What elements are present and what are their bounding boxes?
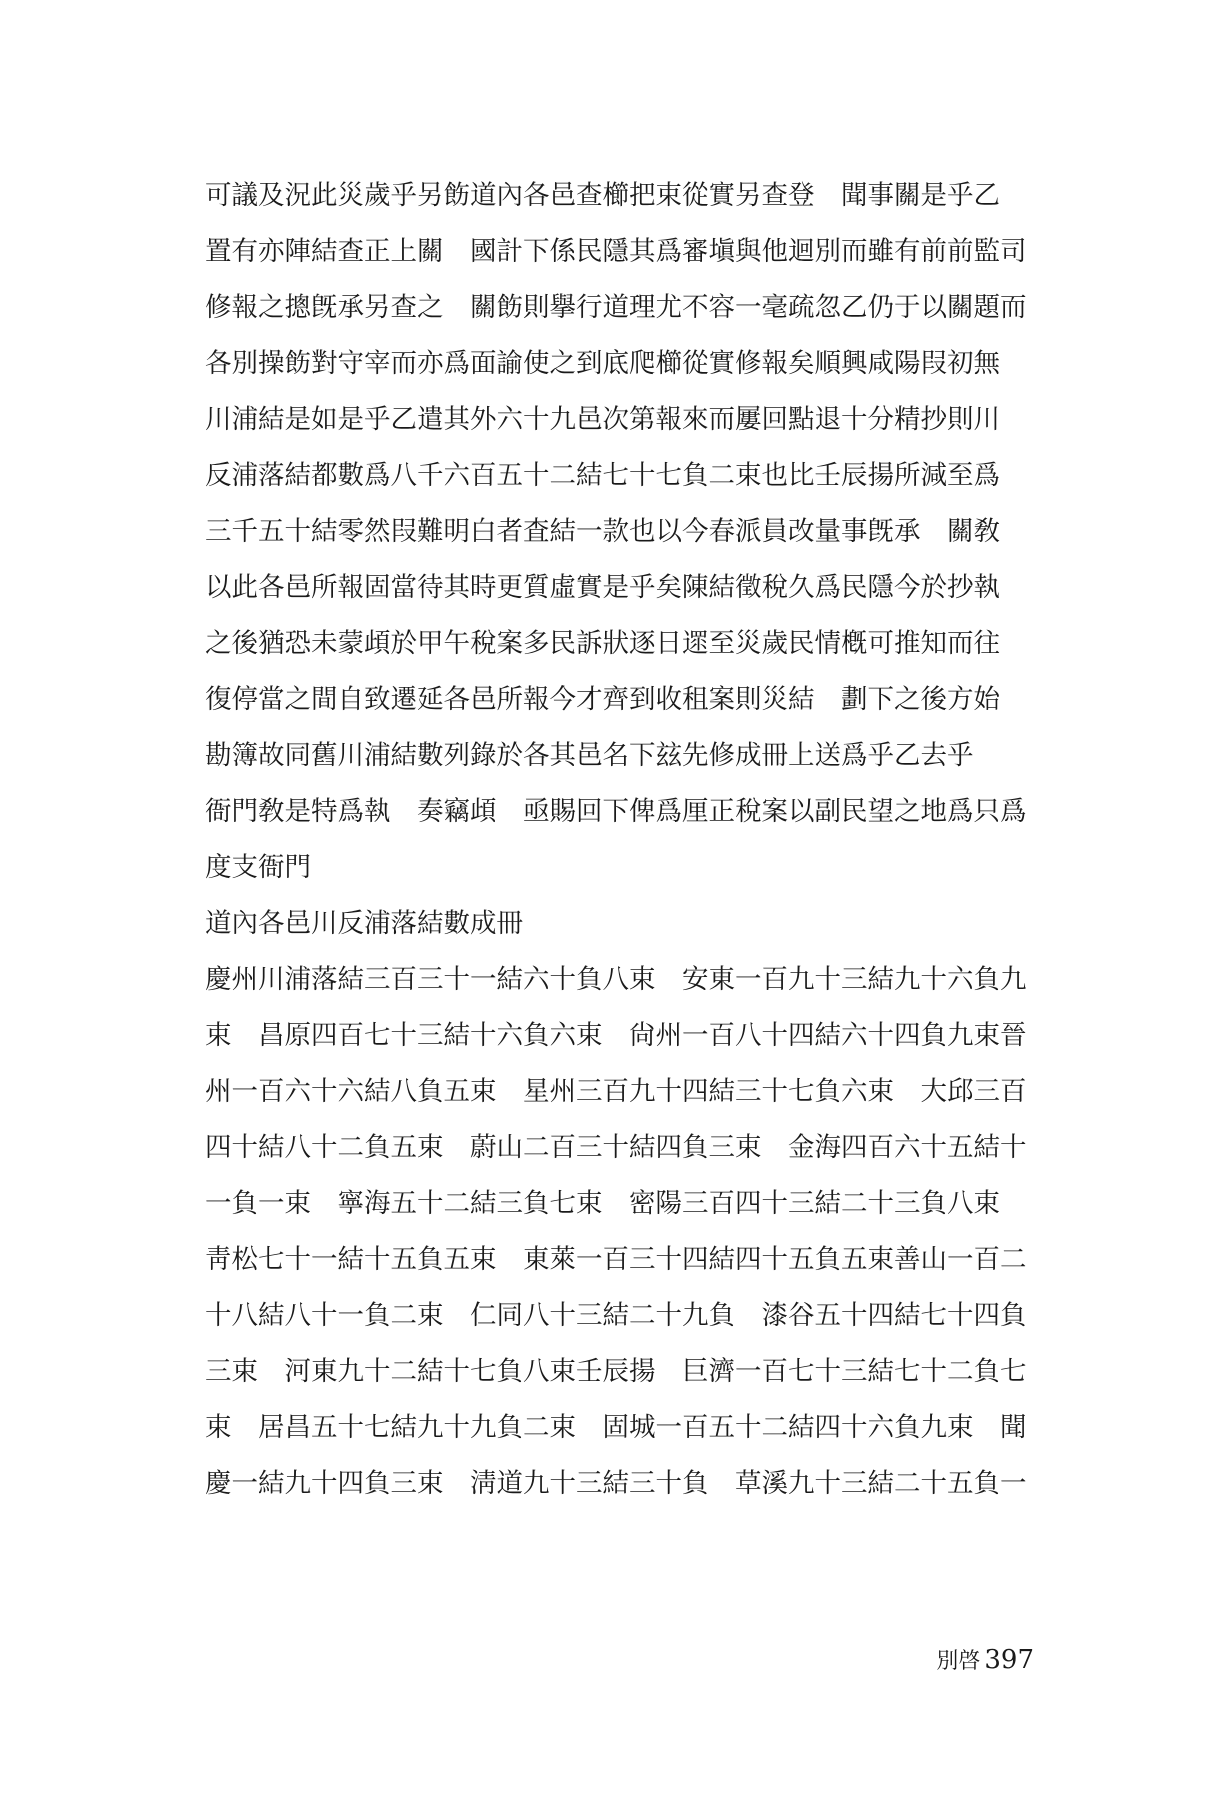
text-line: 束 居昌五十七結九十九負二束 固城一百五十二結四十六負九束 聞 [205, 1412, 1027, 1443]
document-body [205, 168, 1035, 1512]
text-line: 勘簿故同舊川浦結數列錄於各其邑名下玆先修成冊上送爲乎乙去乎 [205, 740, 974, 771]
text-line: 靑松七十一結十五負五束 東萊一百三十四結四十五負五束善山一百二 [205, 1244, 1027, 1275]
text-line: 修報之摠旣承另查之 關飭則擧行道理尤不容一毫疏忽乙仍于以關題而 [205, 292, 1027, 323]
text-line: 三束 河東九十二結十七負八束壬辰揚 巨濟一百七十三結七十二負七 [205, 1356, 1027, 1387]
text-line: 川浦結是如是乎乙遣其外六十九邑次第報來而屢回點退十分精抄則川 [205, 404, 1000, 435]
text-line: 束 昌原四百七十三結十六負六束 尙州一百八十四結六十四負九束晉 [205, 1020, 1027, 1051]
text-line: 慶一結九十四負三束 淸道九十三結三十負 草溪九十三結二十五負一 [205, 1468, 1027, 1499]
section-label: 別啓 [936, 1649, 981, 1674]
text-line: 十八結八十一負二束 仁同八十三結二十九負 漆谷五十四結七十四負 [205, 1300, 1027, 1331]
text-line: 衙門敎是特爲執 奏竊頉 亟賜回下俾爲厘正稅案以副民望之地爲只爲 [205, 796, 1027, 827]
text-line: 可議及況此災歲乎另飭道內各邑查櫛把束從實另查登 聞事關是乎乙 [205, 180, 1000, 211]
page-footer [936, 1640, 1034, 1682]
text-line: 反浦落結都數爲八千六百五十二結七十七負二束也比壬辰揚所減至爲 [205, 460, 1000, 491]
text-line: 之後猶恐未蒙頉於甲午稅案多民訴狀逐日遝至災歲民情槪可推知而往 [205, 628, 1000, 659]
page-number: 397 [984, 1645, 1034, 1675]
text-line: 慶州川浦落結三百三十一結六十負八束 安東一百九十三結九十六負九 [205, 964, 1027, 995]
text-line: 置有亦陣結查正上關 國計下係民隱其爲審塡與他迴別而雖有前前監司 [205, 236, 1027, 267]
text-line: 復停當之間自致遷延各邑所報今才齊到收租案則災結 劃下之後方始 [205, 684, 1000, 715]
text-line: 州一百六十六結八負五束 星州三百九十四結三十七負六束 大邱三百 [205, 1076, 1027, 1107]
section-heading: 道內各邑川反浦落結數成冊 [205, 908, 523, 939]
text-line: 四十結八十二負五束 蔚山二百三十結四負三束 金海四百六十五結十 [205, 1132, 1027, 1163]
text-line: 度支衙門 [205, 852, 311, 883]
text-line: 三千五十結零然叚難明白者査結一款也以今春派員改量事旣承 關敎 [205, 516, 1000, 547]
text-line: 一負一束 寧海五十二結三負七束 密陽三百四十三結二十三負八束 [205, 1188, 1000, 1219]
text-line: 以此各邑所報固當待其時更質虛實是乎矣陳結徵稅久爲民隱今於抄執 [205, 572, 1000, 603]
text-line: 各別操飭對守宰而亦爲面諭使之到底爬櫛從實修報矣順興咸陽叚初無 [205, 348, 1000, 379]
